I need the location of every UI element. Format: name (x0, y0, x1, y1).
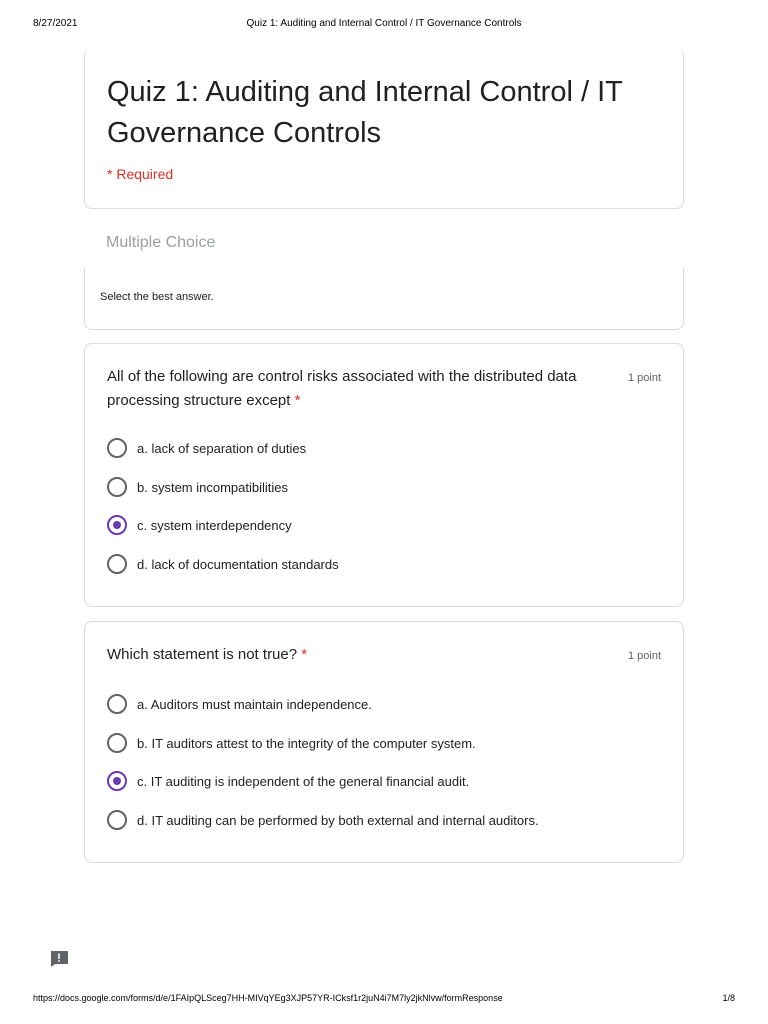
option-c[interactable] (107, 514, 292, 536)
option-c[interactable] (107, 770, 469, 792)
question-points: 1 point (627, 650, 661, 662)
option-b[interactable] (107, 732, 476, 754)
question-card-1 (84, 343, 684, 607)
option-b[interactable] (107, 476, 288, 498)
section-description: Select the best answer. (100, 291, 214, 303)
option-label: c. IT auditing is independent of the general financial audit. (137, 773, 470, 789)
option-label: b. IT auditors attest to the integrity of the computer system. (137, 735, 476, 751)
section-description-card (84, 268, 684, 330)
required-asterisk: * (301, 646, 308, 663)
print-date: 8/27/2021 (33, 18, 78, 29)
required-note: * Required (107, 166, 174, 182)
option-label: a. lack of separation of duties (137, 440, 307, 456)
radio-button[interactable] (107, 694, 127, 714)
radio-button[interactable] (107, 733, 127, 753)
required-asterisk: * (294, 392, 301, 409)
print-header (0, 18, 768, 32)
radio-button[interactable] (107, 477, 127, 497)
option-a[interactable] (107, 437, 306, 459)
radio-button-selected[interactable] (107, 515, 127, 535)
option-label: d. lack of documentation standards (137, 556, 339, 572)
option-d[interactable] (107, 553, 339, 575)
page-number: 1/8 (722, 993, 735, 1003)
form-header-card (84, 48, 684, 209)
report-feedback-icon[interactable] (49, 950, 69, 968)
radio-button[interactable] (107, 438, 127, 458)
form-title: Quiz 1: Auditing and Internal Control / IT Governance Controls (107, 76, 623, 149)
page-url: https://docs.google.com/forms/d/e/1FAIpQLSceg7HH-MIVqYEg3XJP57YR-ICksf1r2juN4i7M7ly2jkNlvw/formResponse (33, 993, 503, 1003)
option-label: d. IT auditing can be performed by both external and internal auditors. (137, 812, 539, 828)
option-label: a. Auditors must maintain independence. (137, 696, 372, 712)
option-label: b. system incompatibilities (137, 479, 288, 495)
section-title: Multiple Choice (106, 234, 216, 251)
radio-button[interactable] (107, 810, 127, 830)
question-points: 1 point (627, 372, 661, 384)
question-text: All of the following are control risks associated with the distributed data processing structure except * (107, 368, 577, 409)
print-footer (0, 993, 768, 1007)
option-a[interactable] (107, 693, 372, 715)
radio-button-selected[interactable] (107, 771, 127, 791)
option-label: c. system interdependency (137, 517, 292, 533)
question-text: Which statement is not true? * (107, 646, 308, 663)
print-page-title: Quiz 1: Auditing and Internal Control / IT Governance Controls (246, 18, 522, 29)
radio-button[interactable] (107, 554, 127, 574)
option-d[interactable] (107, 809, 539, 831)
question-card-2 (84, 621, 684, 863)
